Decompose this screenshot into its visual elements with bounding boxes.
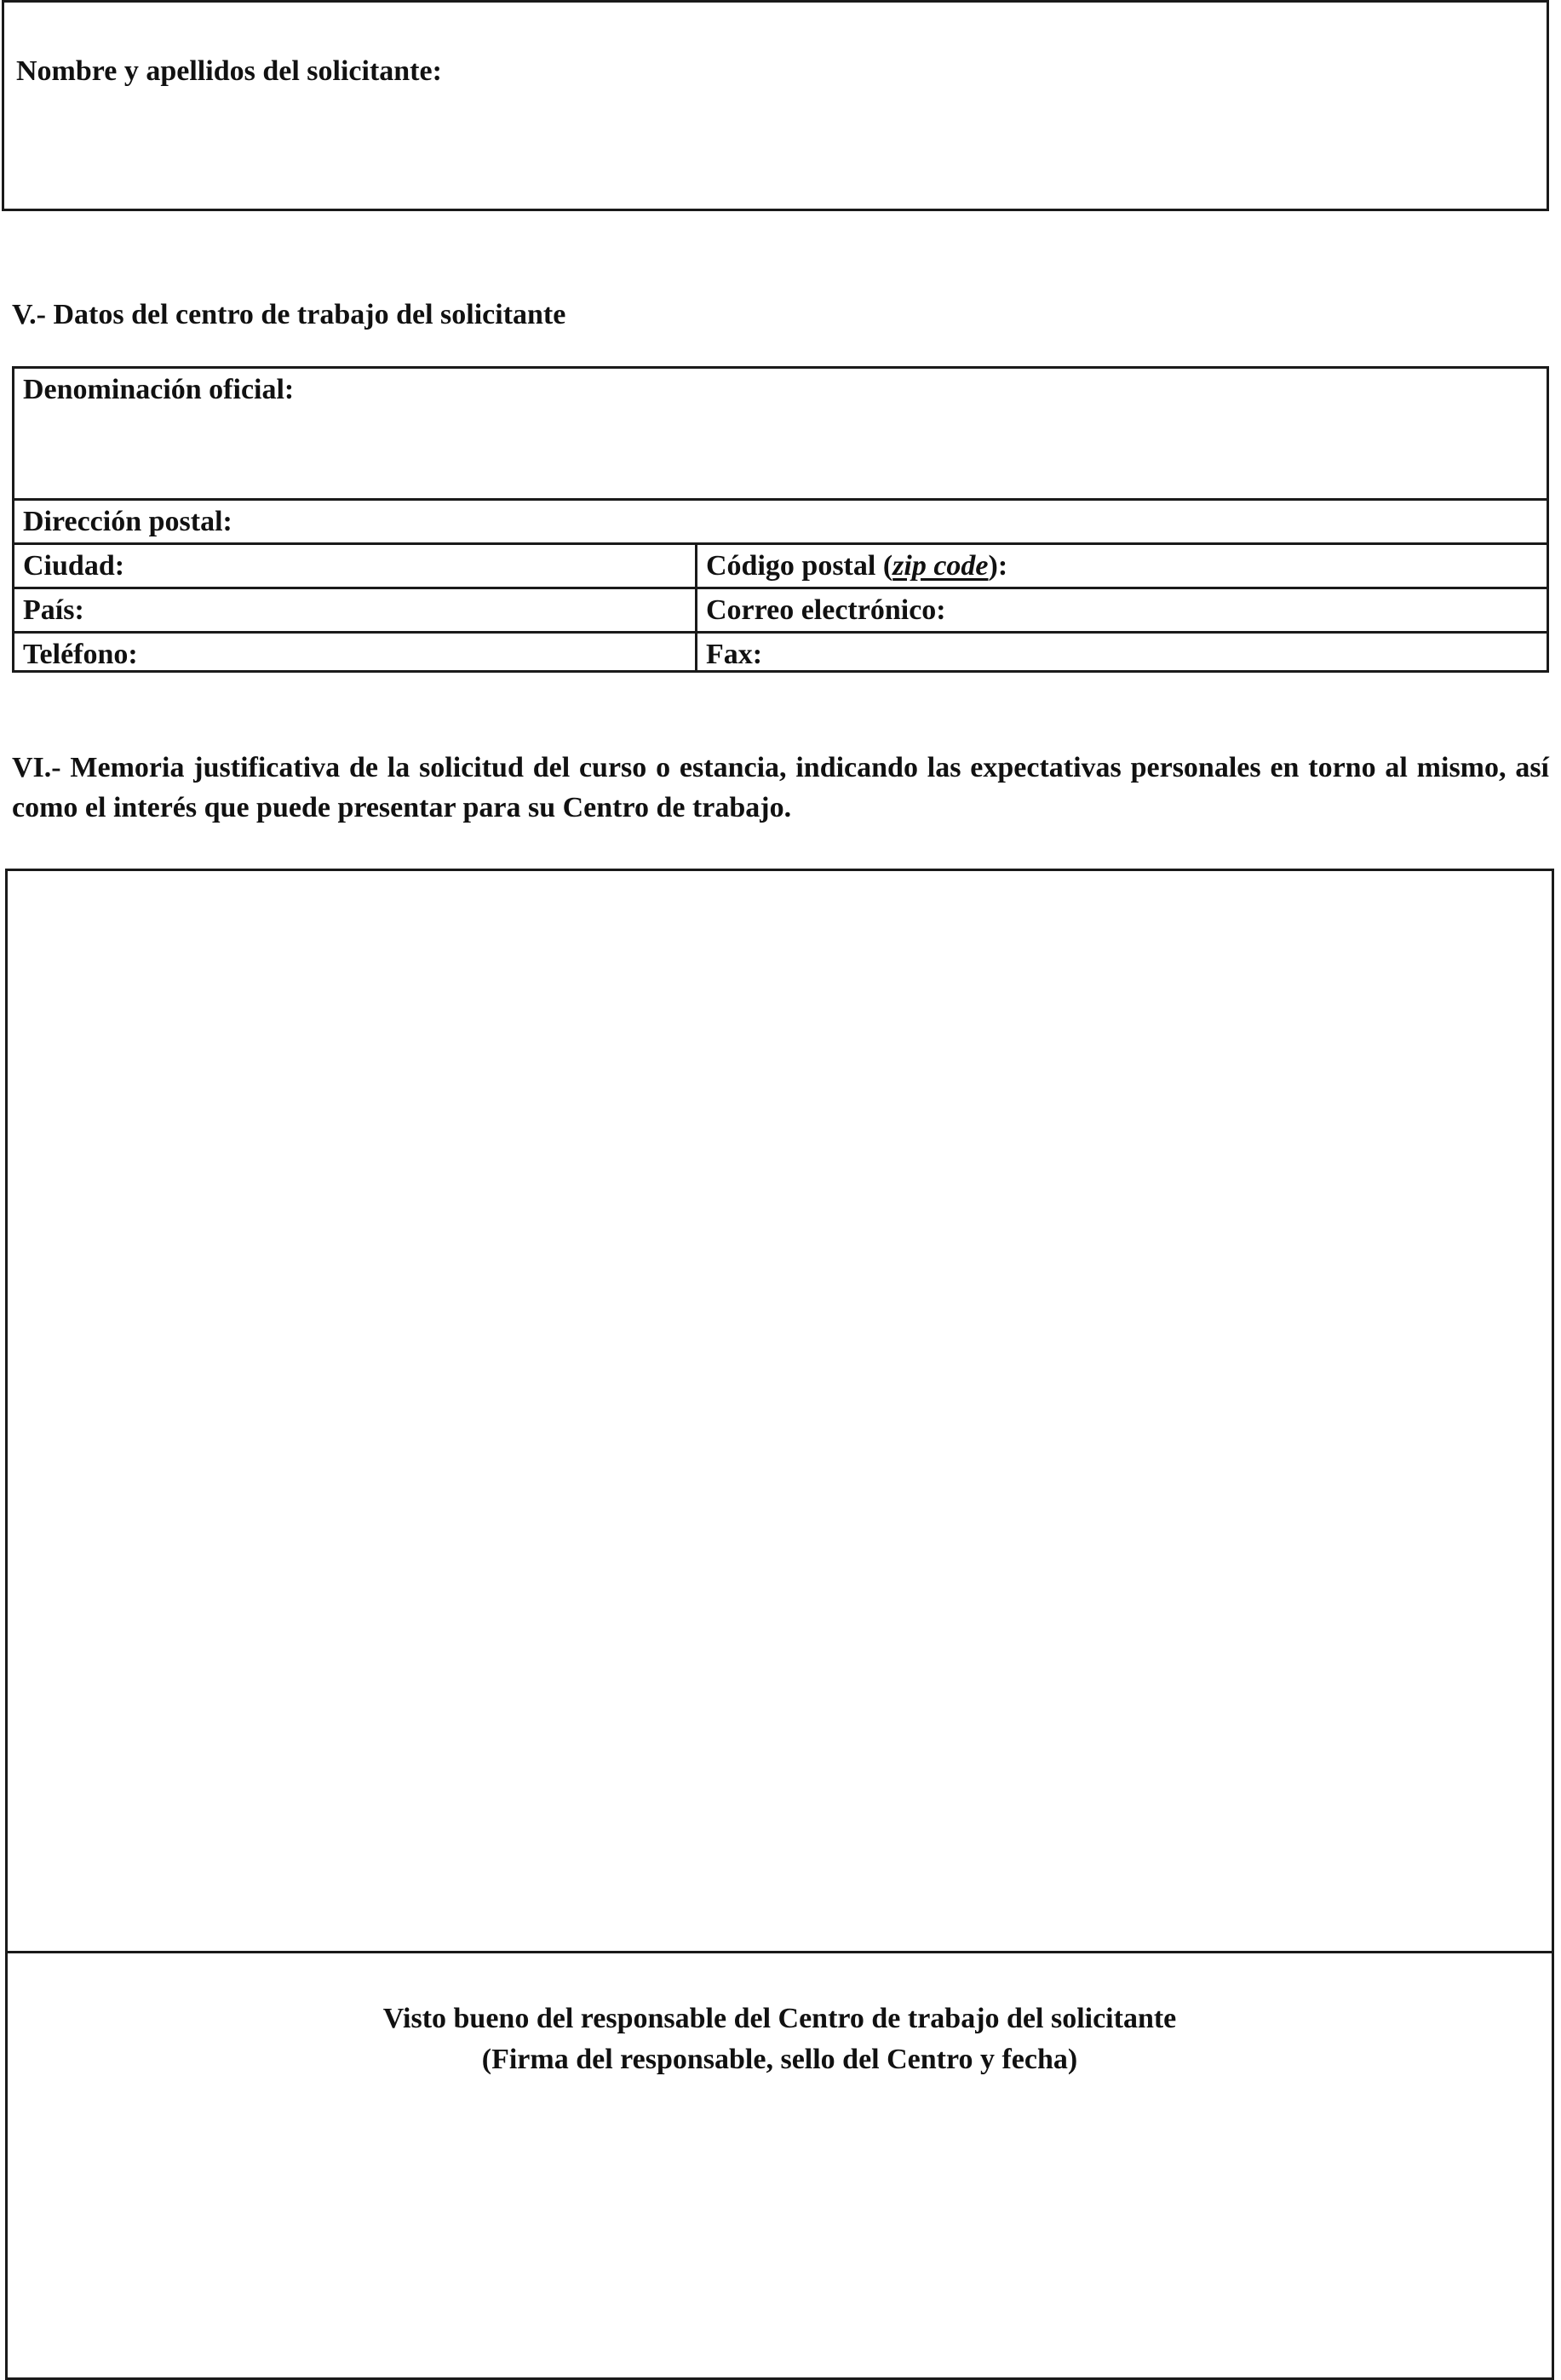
denominacion-field[interactable] — [14, 369, 1547, 498]
signature-title: Visto bueno del responsable del Centro de trabajo del solicitante — [382, 2003, 1177, 2034]
work-center-table — [12, 366, 1549, 673]
correo-label: Correo electrónico: — [706, 594, 946, 626]
denominacion-label: Denominación oficial: — [23, 374, 295, 405]
codigo-postal-prefix: Código postal ( — [706, 550, 893, 582]
direccion-label: Dirección postal: — [23, 506, 232, 537]
applicant-name-box[interactable] — [2, 0, 1549, 211]
fax-field[interactable] — [695, 634, 1547, 670]
correo-field[interactable] — [695, 589, 1547, 631]
telefono-field[interactable] — [14, 634, 695, 670]
codigo-postal-suffix: ): — [988, 550, 1008, 582]
row-direccion — [14, 498, 1547, 542]
codigo-postal-label — [706, 550, 1007, 582]
signature-subtitle: (Firma del responsable, sello del Centro y fecha) — [481, 2044, 1078, 2075]
section-v-heading: V.- Datos del centro de trabajo del solicitante — [12, 299, 566, 330]
ciudad-field[interactable] — [14, 545, 695, 587]
signature-area[interactable] — [8, 1951, 1552, 2377]
direccion-field[interactable] — [14, 501, 1547, 542]
row-pais — [14, 587, 1547, 631]
memoria-text-area[interactable] — [8, 871, 1552, 1951]
ciudad-label: Ciudad: — [23, 550, 125, 582]
zip-code-text: zip code — [892, 550, 989, 582]
applicant-name-label: Nombre y apellidos del solicitante: — [16, 55, 442, 87]
telefono-label: Teléfono: — [23, 639, 138, 670]
section-vi-heading: VI.- Memoria justificativa de la solicitud del curso o estancia, indicando las expectativas personales en torno al mismo, así como el interés que puede presentar para su Centro de trabajo. — [12, 752, 1549, 823]
pais-label: País: — [23, 594, 84, 626]
pais-field[interactable] — [14, 589, 695, 631]
memoria-box — [5, 869, 1554, 2380]
row-telefono — [14, 631, 1547, 670]
codigo-postal-field[interactable] — [695, 545, 1547, 587]
fax-label: Fax: — [706, 639, 763, 670]
row-ciudad — [14, 542, 1547, 587]
row-denominacion — [14, 369, 1547, 498]
